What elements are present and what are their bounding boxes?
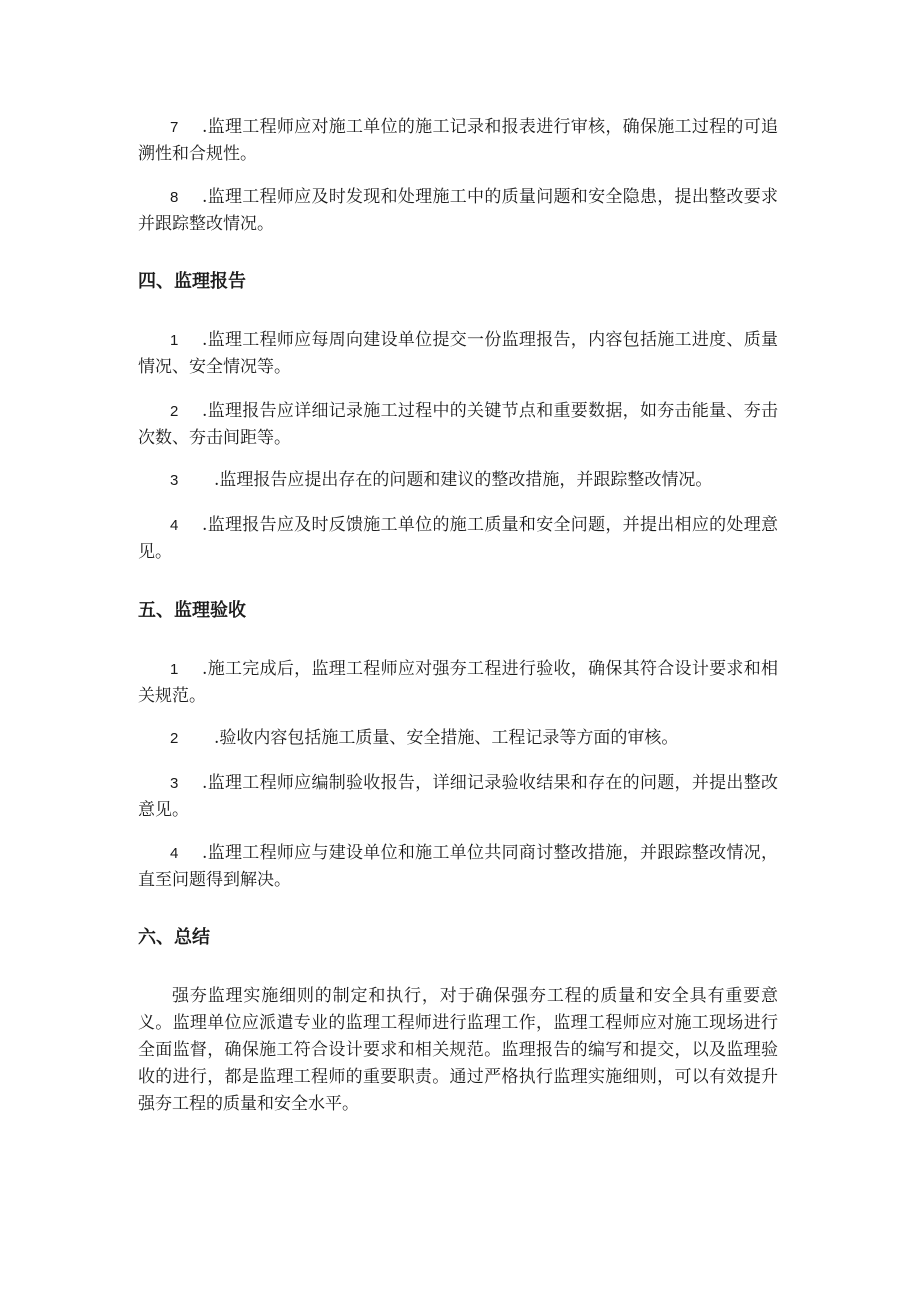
item-text: .监理报告应详细记录施工过程中的关键节点和重要数据，如夯击能量、夯击次数、夯击间距等。 xyxy=(138,401,778,448)
list-item xyxy=(138,725,778,752)
list-item xyxy=(138,114,778,168)
item-text: .监理工程师应每周向建设单位提交一份监理报告，内容包括施工进度、质量情况、安全情况等。 xyxy=(138,330,778,377)
list-item xyxy=(138,770,778,824)
summary-paragraph: 强夯监理实施细则的制定和执行，对于确保强夯工程的质量和安全具有重要意义。监理单位应派遣专业的监理工程师进行监理工作，监理工程师应对施工现场进行全面监督，确保施工符合设计要求和相关规范。监理报告的编写和提交，以及监理验收的进行，都是监理工程师的重要职责。通过严格执行监理实施细则，可以有效提升强夯工程的质量和安全水平。 xyxy=(138,986,778,1114)
list-item xyxy=(138,398,778,452)
list-item xyxy=(138,327,778,381)
item-number: 2 xyxy=(170,730,179,747)
item-text: .施工完成后，监理工程师应对强夯工程进行验收，确保其符合设计要求和相关规范。 xyxy=(138,659,778,706)
item-text: .监理工程师应与建设单位和施工单位共同商讨整改措施，并跟踪整改情况，直至问题得到解决。 xyxy=(138,843,778,890)
item-text: .监理报告应及时反馈施工单位的施工质量和安全问题，并提出相应的处理意见。 xyxy=(138,515,778,562)
item-text: .监理工程师应编制验收报告，详细记录验收结果和存在的问题，并提出整改意见。 xyxy=(138,773,778,820)
item-number: 1 xyxy=(170,661,179,678)
item-text: .监理工程师应对施工单位的施工记录和报表进行审核，确保施工过程的可追溯性和合规性。 xyxy=(138,117,778,164)
item-number: 7 xyxy=(170,119,179,136)
item-number: 1 xyxy=(170,332,179,349)
item-number: 3 xyxy=(170,775,179,792)
item-number: 4 xyxy=(170,517,179,534)
item-number: 8 xyxy=(170,189,179,206)
item-text: .验收内容包括施工质量、安全措施、工程记录等方面的审核。 xyxy=(214,728,679,748)
item-number: 2 xyxy=(170,403,179,420)
list-item xyxy=(138,656,778,710)
list-item xyxy=(138,512,778,566)
list-item xyxy=(138,184,778,238)
section-heading: 六、总结 xyxy=(138,927,210,948)
item-text: .监理工程师应及时发现和处理施工中的质量问题和安全隐患，提出整改要求并跟踪整改情况。 xyxy=(138,187,778,234)
section-heading: 五、监理验收 xyxy=(138,600,246,621)
item-text: .监理报告应提出存在的问题和建议的整改措施，并跟踪整改情况。 xyxy=(214,470,713,490)
section-heading: 四、监理报告 xyxy=(138,271,246,292)
list-item xyxy=(138,467,778,494)
item-number: 4 xyxy=(170,845,179,862)
list-item xyxy=(138,840,778,894)
item-number: 3 xyxy=(170,472,179,489)
